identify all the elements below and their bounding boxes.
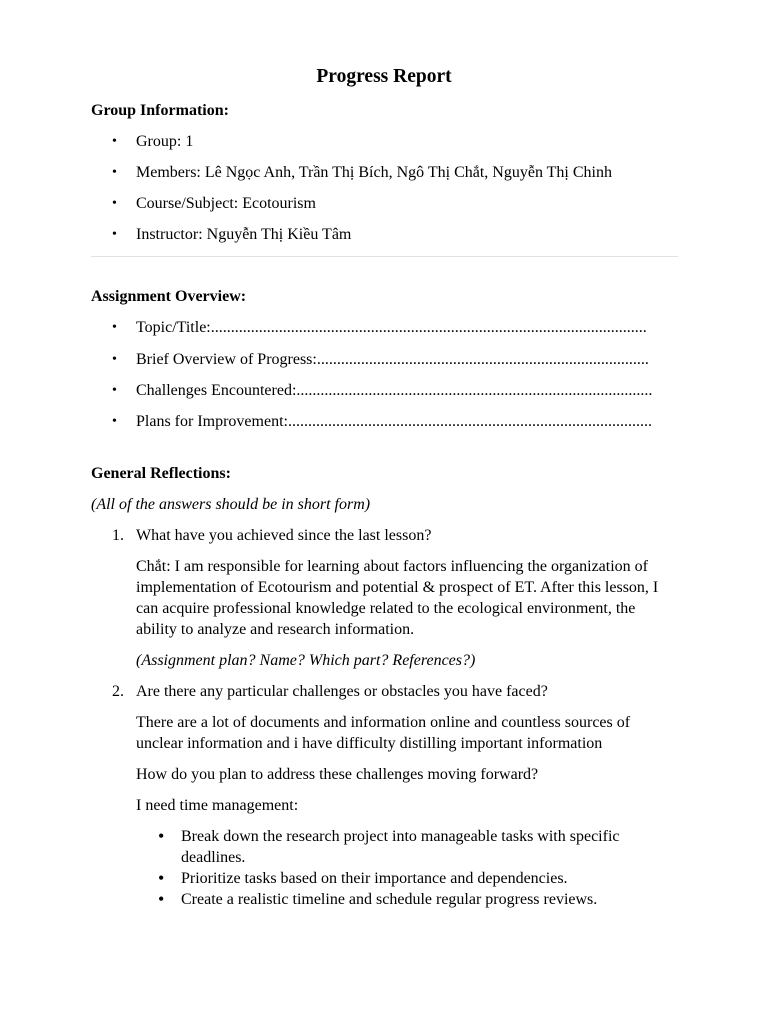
bullet-icon: • <box>112 320 117 335</box>
bullet-icon: • <box>112 352 117 367</box>
answer-text: There are a lot of documents and information online and countless sources of unclear information and i have difficulty distilling important information <box>136 714 631 752</box>
topic-title-field: Topic/Title:............................................................................................................. <box>136 319 647 336</box>
plan-item: Create a realistic timeline and schedule regular progress reviews. <box>181 891 598 908</box>
general-reflections-heading: General Reflections: <box>91 465 231 482</box>
bullet-icon: • <box>158 889 165 909</box>
bullet-icon: • <box>158 826 165 846</box>
bullet-icon: • <box>112 227 117 242</box>
answer-hint: (Assignment plan? Name? Which part? References?) <box>136 652 476 669</box>
bullet-icon: • <box>158 868 165 888</box>
answer-text: Chắt: I am responsible for learning about factors influencing the organization of implementation of Ecotourism and potential & prospect of ET. After this lesson, I can acquire professional knowledge related to the ecological environment, the ability to analyze and research information. <box>136 558 659 638</box>
plan-item: Prioritize tasks based on their importance and dependencies. <box>181 870 568 887</box>
bullet-icon: • <box>112 383 117 398</box>
progress-overview-field: Brief Overview of Progress:................................................................................... <box>136 351 649 368</box>
group-number: Group: 1 <box>136 133 194 150</box>
bullet-icon: • <box>112 196 117 211</box>
improvement-plans-field: Plans for Improvement:........................................................................................... <box>136 413 652 430</box>
bullet-icon: • <box>112 165 117 180</box>
document-title: Progress Report <box>316 66 452 87</box>
course-subject: Course/Subject: Ecotourism <box>136 195 316 212</box>
plan-intro: I need time management: <box>136 797 299 814</box>
follow-up-question: How do you plan to address these challenges moving forward? <box>136 766 539 783</box>
instructor: Instructor: Nguyễn Thị Kiều Tâm <box>136 226 352 243</box>
plan-item: Break down the research project into manageable tasks with specific deadlines. <box>181 828 620 866</box>
group-members: Members: Lê Ngọc Anh, Trần Thị Bích, Ngô Thị Chắt, Nguyễn Thị Chinh <box>136 164 612 181</box>
assignment-overview-heading: Assignment Overview: <box>91 288 247 305</box>
bullet-icon: • <box>112 414 117 429</box>
question-text: What have you achieved since the last lesson? <box>136 527 432 544</box>
group-info-heading: Group Information: <box>91 102 229 119</box>
section-divider <box>91 256 678 257</box>
question-number: 1. <box>112 527 124 544</box>
question-number: 2. <box>112 683 124 700</box>
bullet-icon: • <box>112 134 117 149</box>
reflections-note: (All of the answers should be in short form) <box>91 496 371 513</box>
question-text: Are there any particular challenges or obstacles you have faced? <box>136 683 548 700</box>
challenges-field: Challenges Encountered:......................................................................................... <box>136 382 653 399</box>
